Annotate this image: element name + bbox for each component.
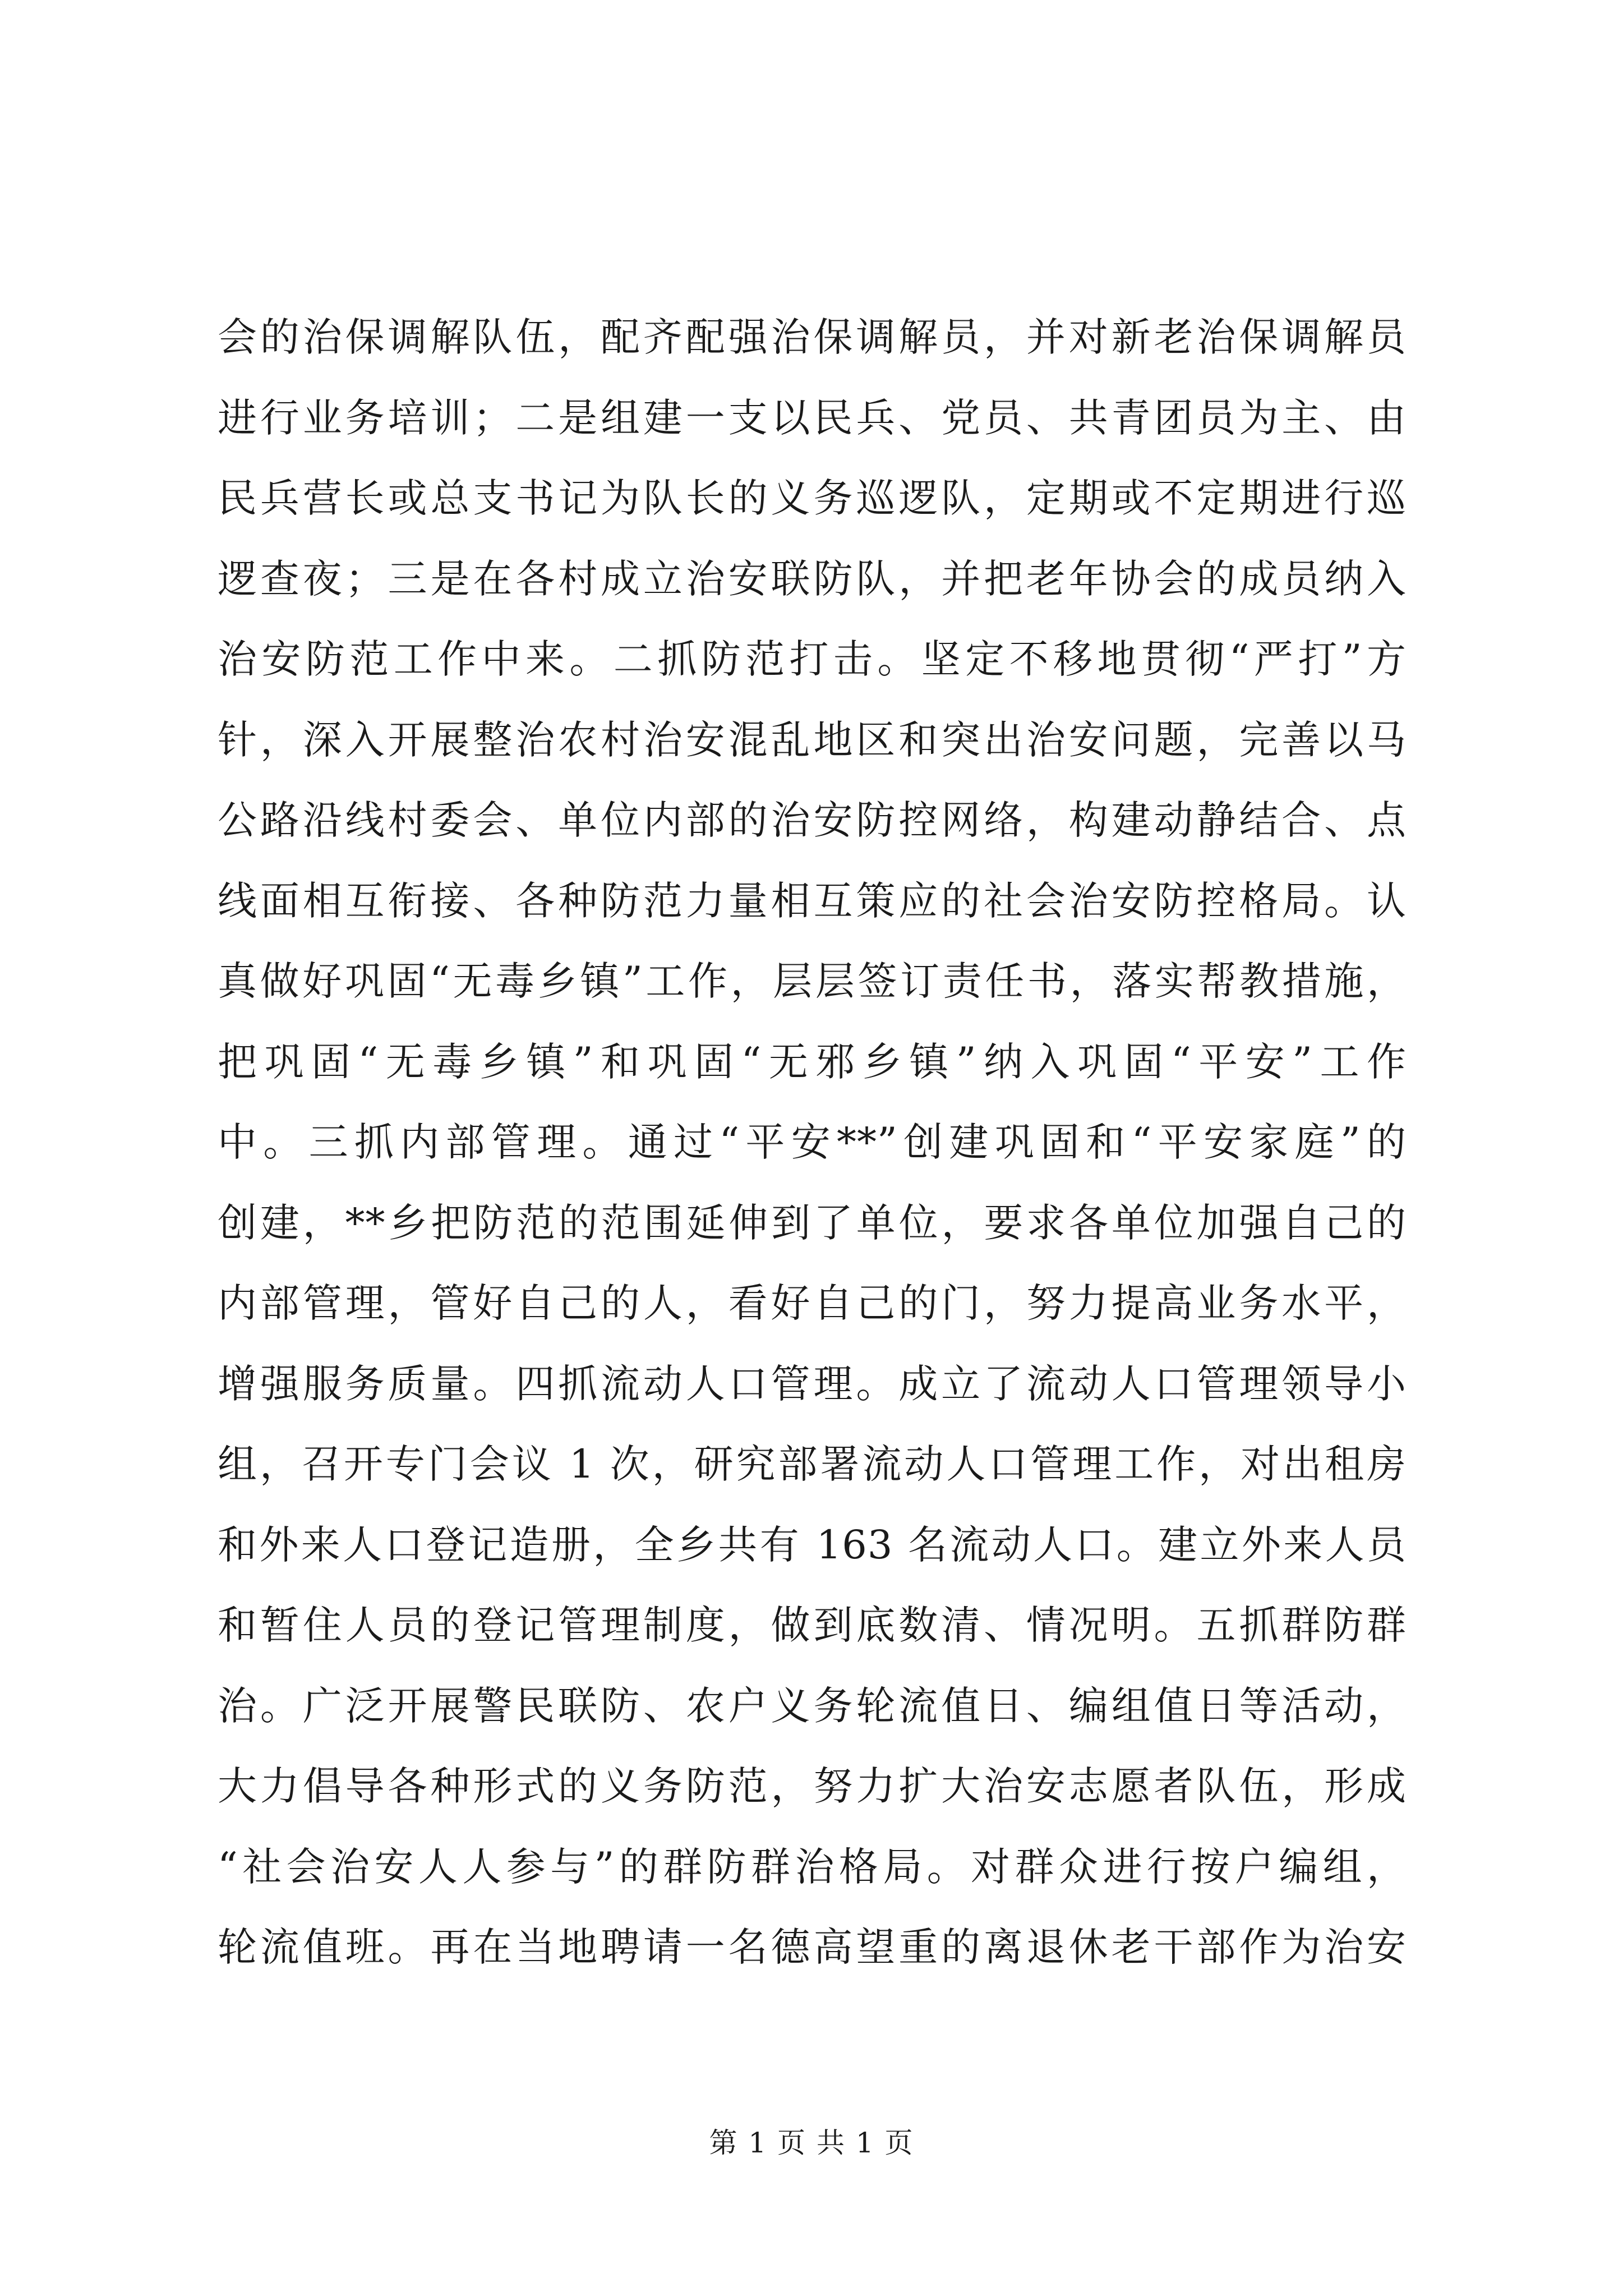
- page-footer: [0, 2126, 1623, 2160]
- text-line: 组，召开专门会议 1 次，研究部署流动人口管理工作，对出租房: [218, 1441, 1407, 1487]
- text-line: 逻查夜；三是在各村成立治安联防队，并把老年协会的成员纳入: [218, 555, 1407, 602]
- page-number-label: 第 1 页 共 1 页: [709, 2127, 914, 2159]
- text-line: 内部管理，管好自己的人，看好自己的门，努力提高业务水平，: [218, 1280, 1407, 1326]
- text-line: 把巩固“无毒乡镇”和巩固“无邪乡镇”纳入巩固“平安”工作: [218, 1038, 1407, 1085]
- text-line: 民兵营长或总支书记为队长的义务巡逻队，定期或不定期进行巡: [218, 475, 1407, 521]
- text-line: 中。三抓内部管理。通过“平安**”创建巩固和“平安家庭”的: [218, 1119, 1407, 1165]
- text-line: 线面相互衔接、各种防范力量相互策应的社会治安防控格局。认: [218, 877, 1407, 924]
- text-line: 创建，**乡把防范的范围延伸到了单位，要求各单位加强自己的: [218, 1199, 1407, 1246]
- text-line: 和外来人口登记造册，全乡共有 163 名流动人口。建立外来人员: [218, 1521, 1407, 1568]
- text-line: 增强服务质量。四抓流动人口管理。成立了流动人口管理领导小: [218, 1360, 1407, 1407]
- text-line: 进行业务培训；二是组建一支以民兵、党员、共青团员为主、由: [218, 394, 1407, 441]
- text-line: 大力倡导各种形式的义务防范，努力扩大治安志愿者队伍，形成: [218, 1763, 1407, 1809]
- text-line: “社会治安人人参与”的群防群治格局。对群众进行按户编组，: [218, 1843, 1407, 1890]
- text-line: 治。广泛开展警民联防、农户义务轮流值日、编组值日等活动，: [218, 1682, 1407, 1729]
- text-line: 治安防范工作中来。二抓防范打击。坚定不移地贯彻“严打”方: [218, 636, 1407, 682]
- body-text: [218, 297, 1407, 1988]
- text-line: 公路沿线村委会、单位内部的治安防控网络，构建动静结合、点: [218, 797, 1407, 843]
- text-line: 轮流值班。再在当地聘请一名德高望重的离退休老干部作为治安: [218, 1924, 1407, 1970]
- text-line: 和暂住人员的登记管理制度，做到底数清、情况明。五抓群防群: [218, 1602, 1407, 1648]
- text-line: 真做好巩固“无毒乡镇”工作，层层签订责任书，落实帮教措施，: [218, 958, 1407, 1004]
- text-line: 针，深入开展整治农村治安混乱地区和突出治安问题，完善以马: [218, 716, 1407, 763]
- text-line: 会的治保调解队伍，配齐配强治保调解员，并对新老治保调解员: [218, 314, 1407, 360]
